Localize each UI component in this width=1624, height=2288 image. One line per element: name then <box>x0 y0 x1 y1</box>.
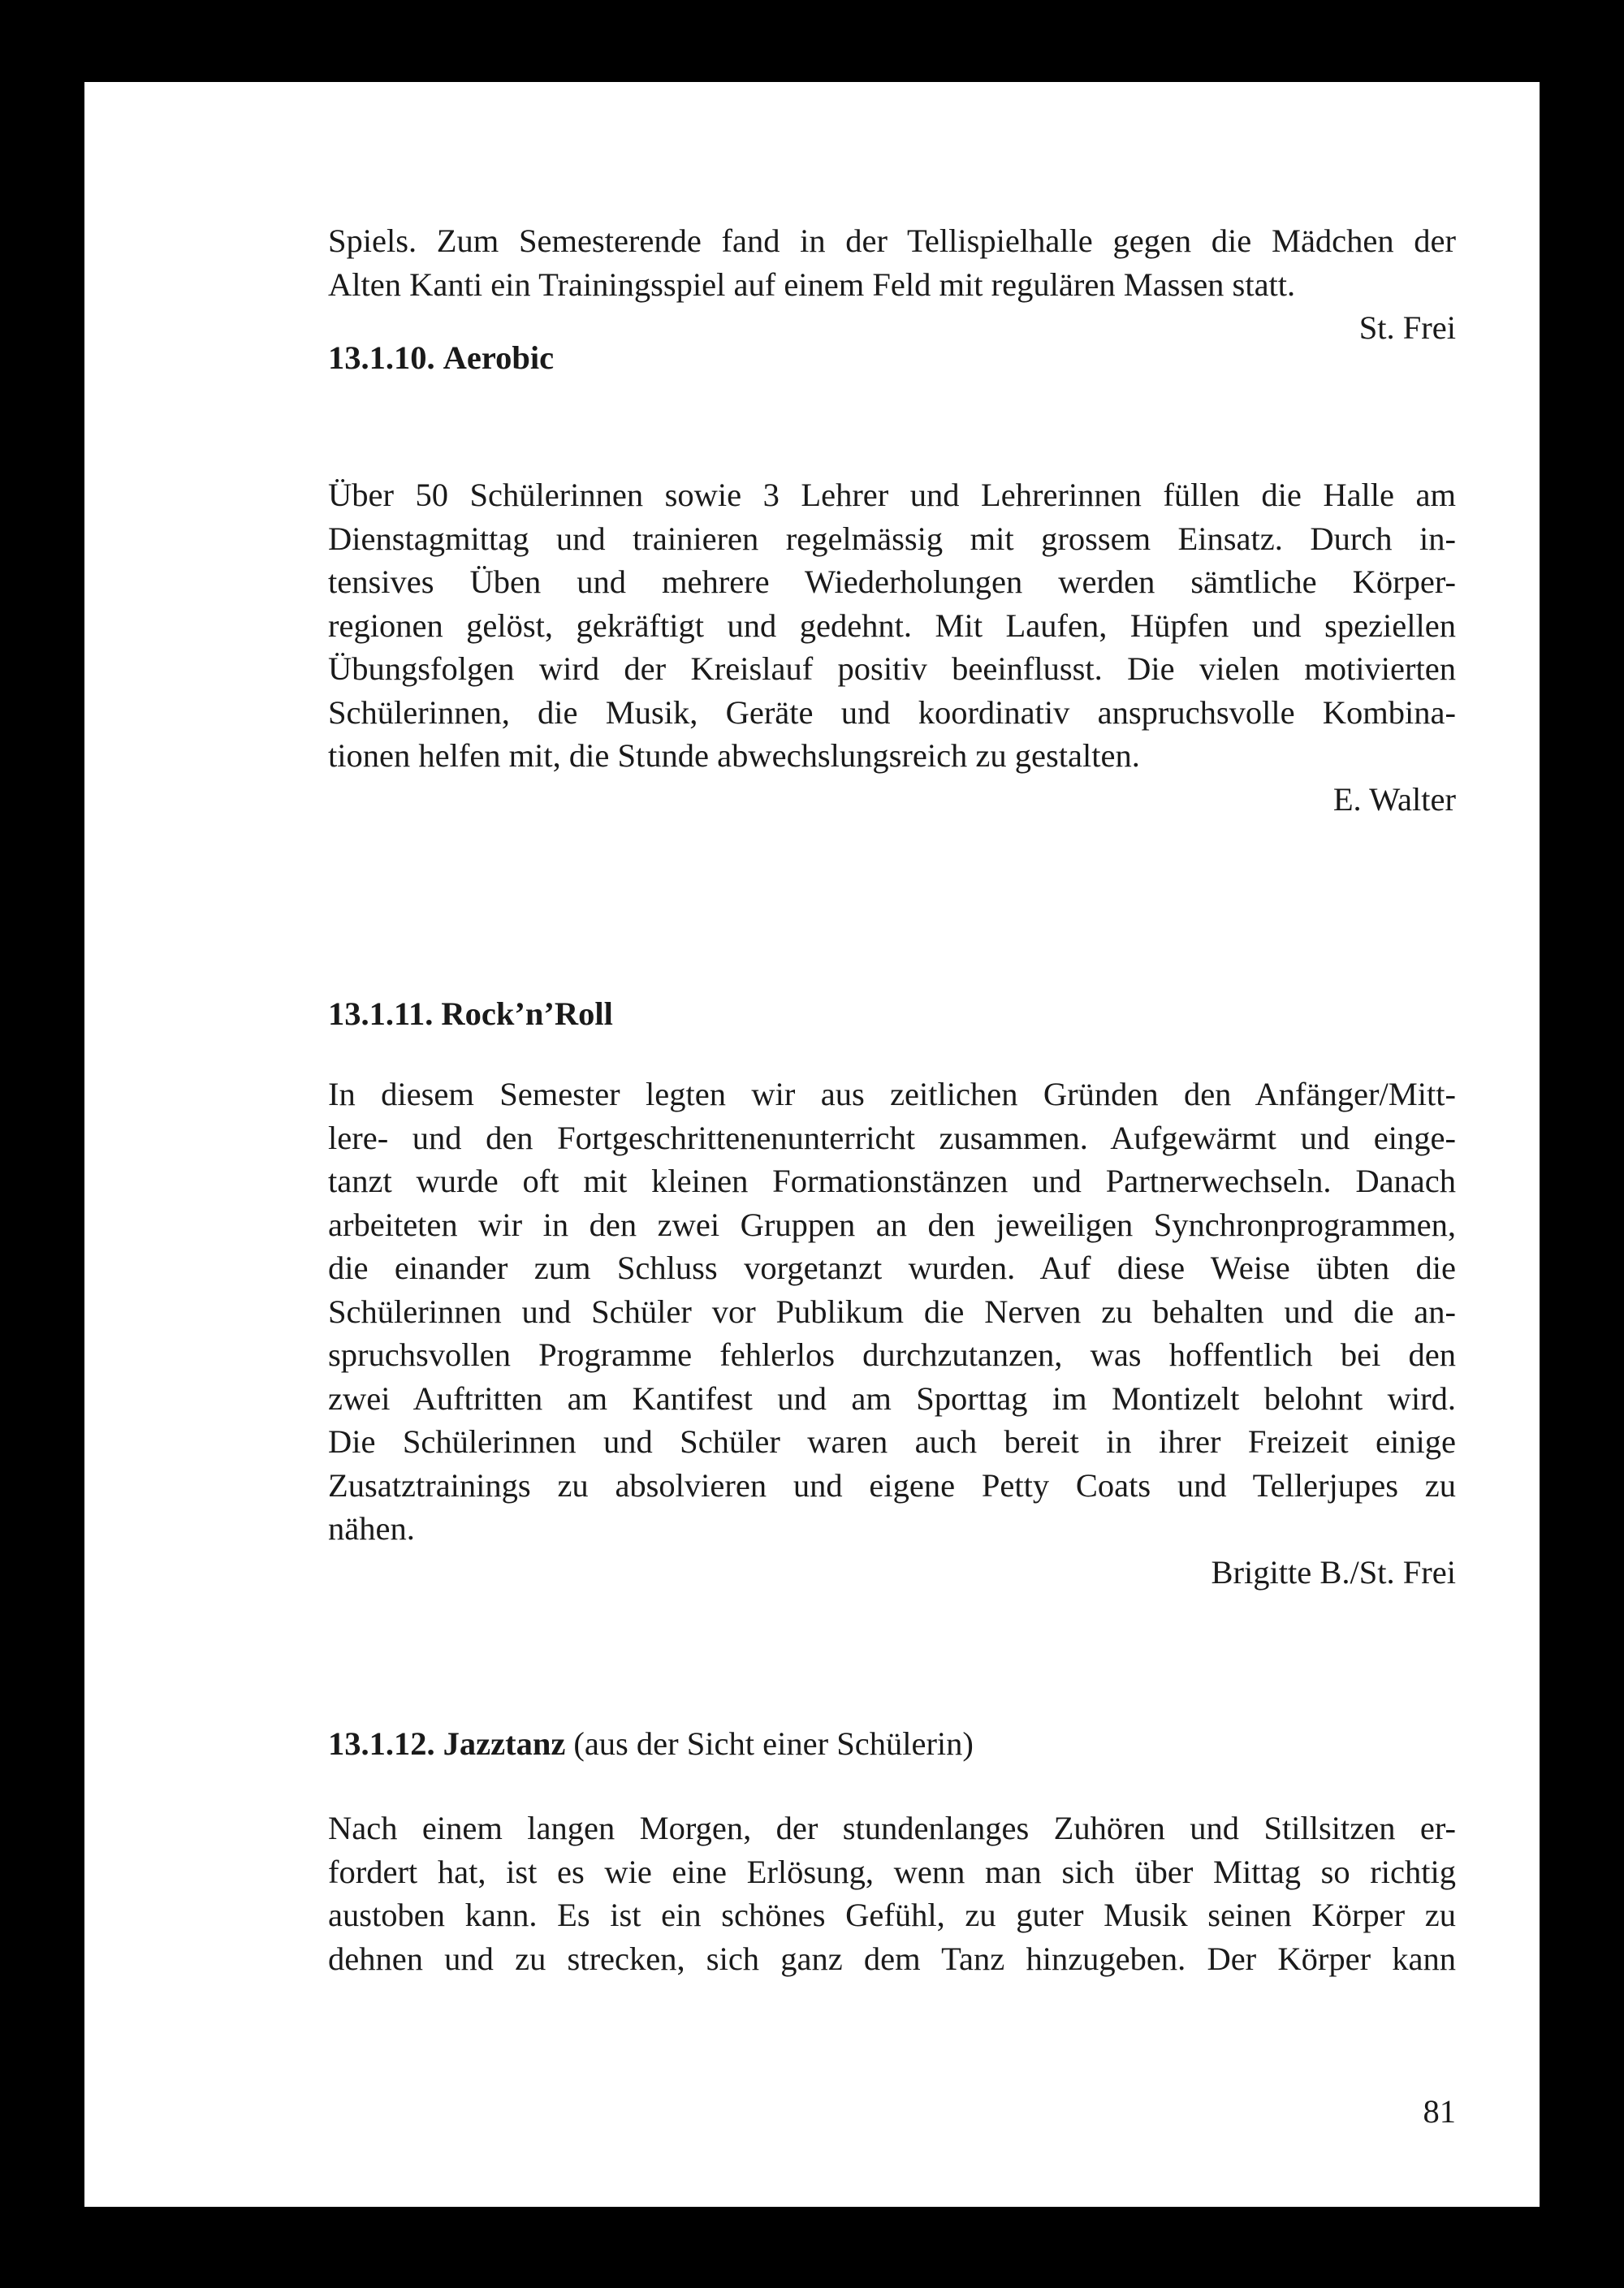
section-paragraph-jazztanz <box>328 1807 1456 1980</box>
section-title: Aerobic <box>443 339 555 376</box>
paragraph-line: spruchsvollen Programme fehlerlos durchzutanzen, was hoffentlich bei den <box>328 1336 1456 1373</box>
section-heading-rocknroll <box>328 992 613 1036</box>
paragraph-line: zwei Auftritten am Kantifest und am Sporttag im Montizelt belohnt wird. <box>328 1379 1456 1417</box>
section-heading-aerobic <box>328 336 554 380</box>
paragraph-line: Schülerinnen und Schüler vor Publikum die Nerven zu behalten und die an- <box>328 1293 1456 1330</box>
paragraph-line: tensives Üben und mehrere Wiederholungen werden sämtliche Körper- <box>328 563 1456 600</box>
paragraph-line: tanzt wurde oft mit kleinen Formationstänzen und Partnerwechseln. Danach <box>328 1163 1456 1199</box>
paragraph-line: tionen helfen mit, die Stunde abwechslungsreich zu gestalten. <box>328 737 1140 774</box>
paragraph-line: lere- und den Fortgeschrittenenunterricht zusammen. Aufgewärmt und einge- <box>328 1119 1456 1156</box>
paragraph-line: In diesem Semester legten wir aus zeitlichen Gründen den Anfänger/Mitt- <box>328 1076 1456 1112</box>
paragraph-line: arbeiteten wir in den zwei Gruppen an den jeweiligen Synchronprogrammen, <box>328 1206 1456 1243</box>
section-title: Jazztanz <box>443 1725 566 1762</box>
paragraph-line: die einander zum Schluss vorgetanzt wurden. Auf diese Weise übten die <box>328 1250 1456 1286</box>
paragraph-line: Dienstagmittag und trainieren regelmässig mit grossem Einsatz. Durch in- <box>328 520 1456 557</box>
paragraph-line: dehnen und zu strecken, sich ganz dem Tanz hinzugeben. Der Körper kann <box>328 1940 1456 1977</box>
section-heading-jazztanz <box>328 1722 974 1766</box>
paragraph-line: austoben kann. Es ist ein schönes Gefühl, zu guter Musik seinen Körper zu <box>328 1897 1456 1933</box>
section-number: 13.1.12. <box>328 1725 435 1762</box>
author-signature: St. Frei <box>1358 309 1456 346</box>
paragraph-line: regionen gelöst, gekräftigt und gedehnt. Mit Laufen, Hüpfen und speziellen <box>328 607 1456 644</box>
section-number: 13.1.11. <box>328 995 434 1032</box>
paragraph-line: Alten Kanti ein Trainingsspiel auf einem Feld mit regulären Massen statt. <box>328 265 1296 303</box>
paragraph-line: Nach einem langen Morgen, der stundenlanges Zuhören und Stillsitzen er- <box>328 1810 1456 1846</box>
paragraph-line: fordert hat, ist es wie eine Erlösung, wenn man sich über Mittag so richtig <box>328 1853 1456 1890</box>
document-page <box>84 82 1540 2207</box>
author-signature: Brigitte B./St. Frei <box>1211 1553 1456 1591</box>
paragraph-line: Die Schülerinnen und Schüler waren auch bereit in ihrer Freizeit einige <box>328 1423 1456 1460</box>
paragraph-line: Über 50 Schülerinnen sowie 3 Lehrer und Lehrerinnen füllen die Halle am <box>328 477 1456 513</box>
section-number: 13.1.10. <box>328 339 435 376</box>
intro-paragraph <box>328 219 1456 350</box>
page-number: 81 <box>1423 2093 1456 2130</box>
paragraph-line: Übungsfolgen wird der Kreislauf positiv beeinflusst. Die vielen motivierten <box>328 650 1456 687</box>
author-signature: E. Walter <box>1332 780 1456 818</box>
paragraph-line: Spiels. Zum Semesterende fand in der Tellispielhalle gegen die Mädchen der <box>328 222 1456 259</box>
section-title: Rock’n’Roll <box>441 995 613 1032</box>
section-paragraph-rocknroll <box>328 1073 1456 1594</box>
section-paragraph-aerobic <box>328 473 1456 821</box>
section-subtitle: (aus der Sicht einer Schülerin) <box>573 1725 974 1762</box>
paragraph-line: nähen. <box>328 1510 415 1547</box>
paragraph-line: Zusatztrainings zu absolvieren und eigene Petty Coats und Tellerjupes zu <box>328 1466 1456 1504</box>
paragraph-line: Schülerinnen, die Musik, Geräte und koordinativ anspruchsvolle Kombina- <box>328 693 1456 731</box>
